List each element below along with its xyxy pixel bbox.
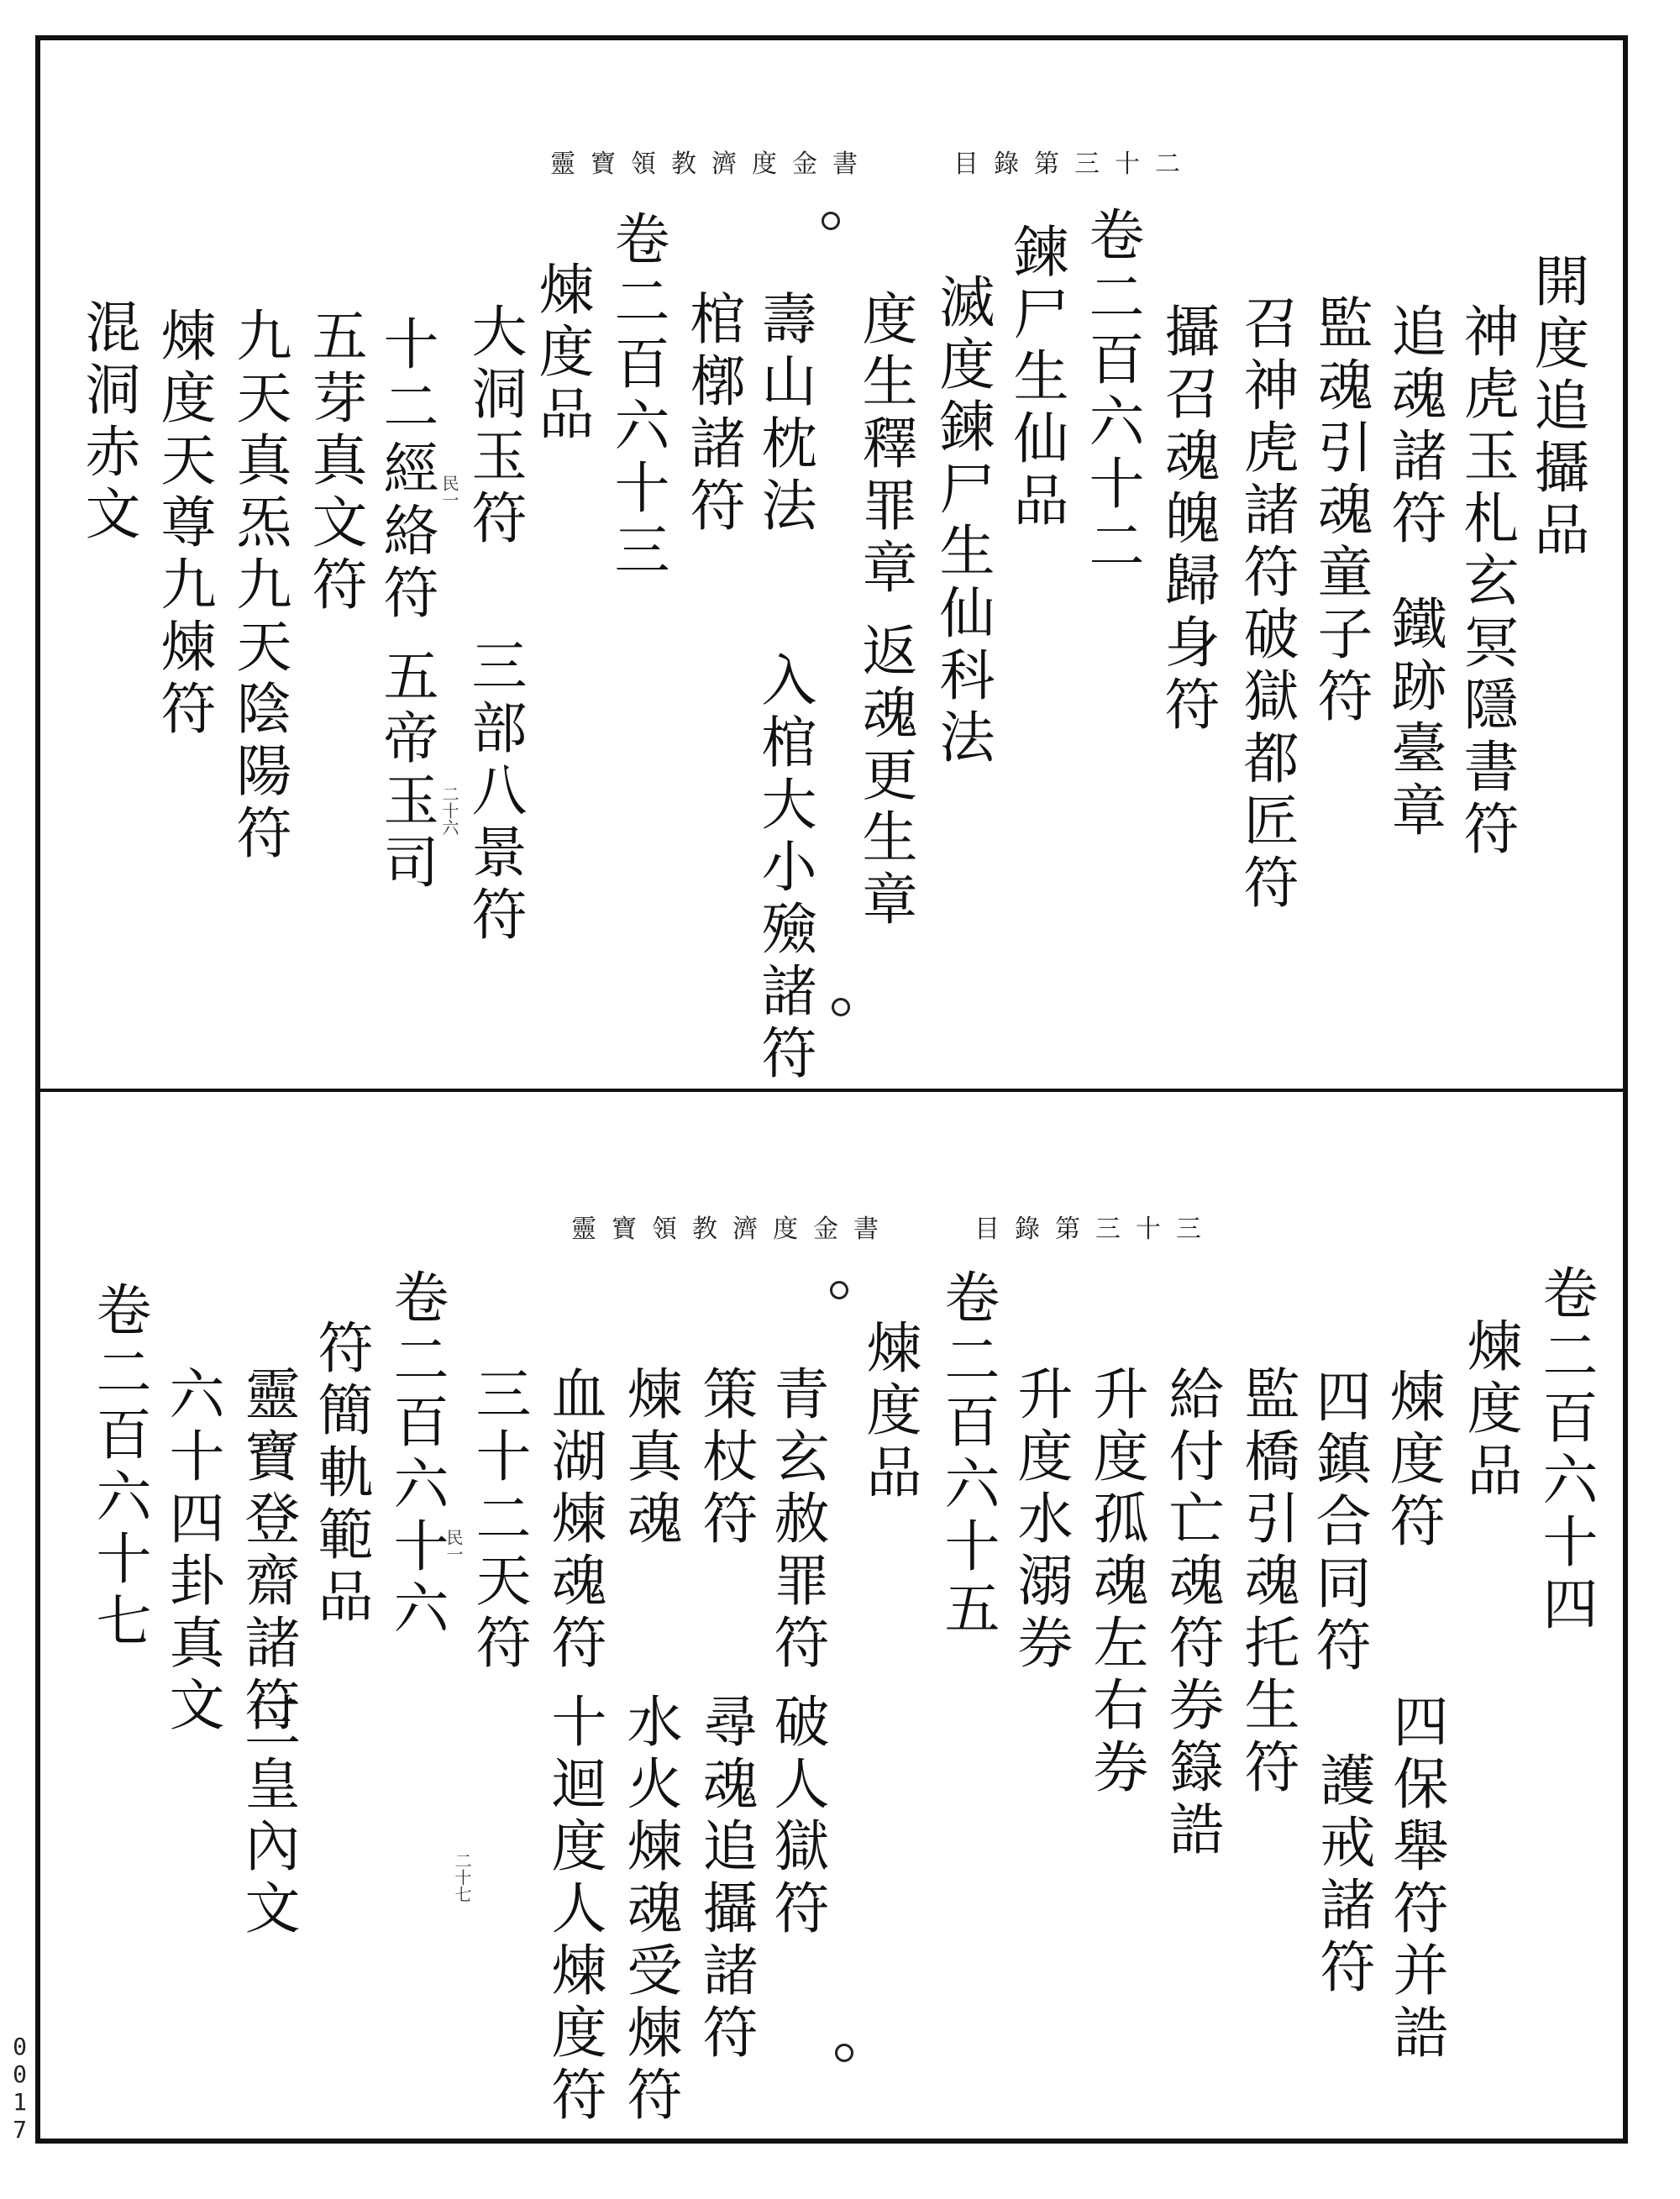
- toc-entry: 升度孤魂左右券: [1084, 1365, 1148, 1800]
- binding-hole-mark: [832, 998, 850, 1016]
- toc-entry: 煉真魂: [617, 1365, 682, 1551]
- toc-entry: 四保舉符并誥: [1383, 1693, 1448, 2065]
- toc-entry: 監魂引魂童子符: [1308, 294, 1373, 729]
- annotation-note: 二十六: [439, 785, 459, 836]
- toc-entry: 度生釋罪章: [853, 290, 917, 601]
- annotation-note: 民一: [444, 1529, 464, 1562]
- toc-entry: 神虎玉札玄冥隱書符: [1454, 302, 1519, 862]
- panel-divider: [40, 1089, 1623, 1092]
- toc-entry: 破獄都匠符: [1234, 605, 1299, 916]
- toc-entry: 靈寶登齋諸符: [235, 1365, 300, 1738]
- toc-entry: 卷二百六十二: [1079, 206, 1144, 579]
- toc-entry: 煉度符: [1380, 1367, 1445, 1554]
- toc-entry: 大洞玉符: [462, 302, 527, 551]
- toc-entry: 三皇內文: [235, 1693, 300, 1941]
- toc-entry: 卷二百六十六: [384, 1268, 449, 1641]
- toc-entry: 血湖煉魂符: [542, 1365, 606, 1676]
- toc-entry: 入棺大小殮諸符: [752, 651, 816, 1086]
- toc-entry: 監橋引魂托生符: [1235, 1365, 1299, 1800]
- bottom-running-header: 靈寶領教濟度金書 目錄第三十三: [571, 1215, 1216, 1244]
- binding-hole-mark: [822, 212, 840, 230]
- toc-entry: 追魂諸符: [1382, 302, 1446, 551]
- annotation-note: 民一: [439, 475, 459, 508]
- toc-entry: 卷二百六十七: [87, 1281, 151, 1654]
- toc-entry: 煉度品: [1457, 1317, 1522, 1504]
- toc-entry: 召神虎諸符: [1234, 294, 1299, 605]
- toc-entry: 煉度品: [857, 1319, 921, 1505]
- toc-entry: 護戒諸符: [1310, 1751, 1375, 2000]
- toc-entry: 十二經絡符: [374, 315, 438, 626]
- toc-entry: 符簡軌範品: [308, 1319, 373, 1630]
- toc-entry: 尋魂追攝諸符: [693, 1693, 758, 2065]
- toc-entry: 五帝玉司: [374, 647, 438, 895]
- binding-hole-mark: [830, 1281, 848, 1299]
- binding-hole-mark: [835, 2044, 853, 2062]
- toc-entry: 鐵跡臺章: [1382, 595, 1446, 843]
- toc-entry: 給付亡魂符券籙誥: [1159, 1365, 1224, 1862]
- toc-entry: 棺槨諸符: [680, 290, 745, 538]
- toc-entry: 鍊尸生仙品: [1004, 223, 1068, 533]
- toc-entry: 卷二百六十四: [1533, 1264, 1598, 1637]
- toc-entry: 滅度鍊尸生仙科法: [930, 273, 995, 770]
- toc-entry: 卷二百六十五: [935, 1268, 1000, 1641]
- toc-entry: 攝召魂魄歸身符: [1155, 302, 1220, 737]
- toc-entry: 三部八景符: [462, 637, 527, 947]
- toc-entry: 煉度天尊九煉符: [151, 307, 216, 742]
- toc-entry: 青玄赦罪符: [764, 1365, 829, 1676]
- top-running-header: 靈寶領教濟度金書 目錄第三十二: [550, 150, 1195, 179]
- toc-entry: 十迴度人煉度符: [542, 1693, 606, 2128]
- toc-entry: 開度追攝品: [1525, 252, 1589, 563]
- toc-entry: 五芽真文符: [302, 307, 367, 617]
- toc-entry: 卷二百六十三: [605, 210, 669, 583]
- toc-entry: 壽山枕法: [752, 290, 816, 538]
- toc-entry: 升度水溺券: [1008, 1365, 1073, 1676]
- toc-entry: 破人獄符: [764, 1693, 829, 1941]
- toc-entry: 混洞赤文: [76, 298, 140, 547]
- toc-entry: 策杖符: [693, 1365, 758, 1551]
- toc-entry: 煉度品: [529, 260, 594, 447]
- toc-entry: 九天真炁九天陰陽符: [227, 307, 291, 866]
- page-number: 0017: [6, 2033, 34, 2144]
- toc-entry: 六十四卦真文: [160, 1365, 224, 1738]
- toc-entry: 返魂更生章: [853, 622, 917, 932]
- annotation-note: 二十七: [452, 1852, 472, 1902]
- toc-entry: 三十二天符: [466, 1365, 531, 1676]
- toc-entry: 四鎮合同符: [1306, 1367, 1371, 1678]
- toc-entry: 水火煉魂受煉符: [617, 1693, 682, 2128]
